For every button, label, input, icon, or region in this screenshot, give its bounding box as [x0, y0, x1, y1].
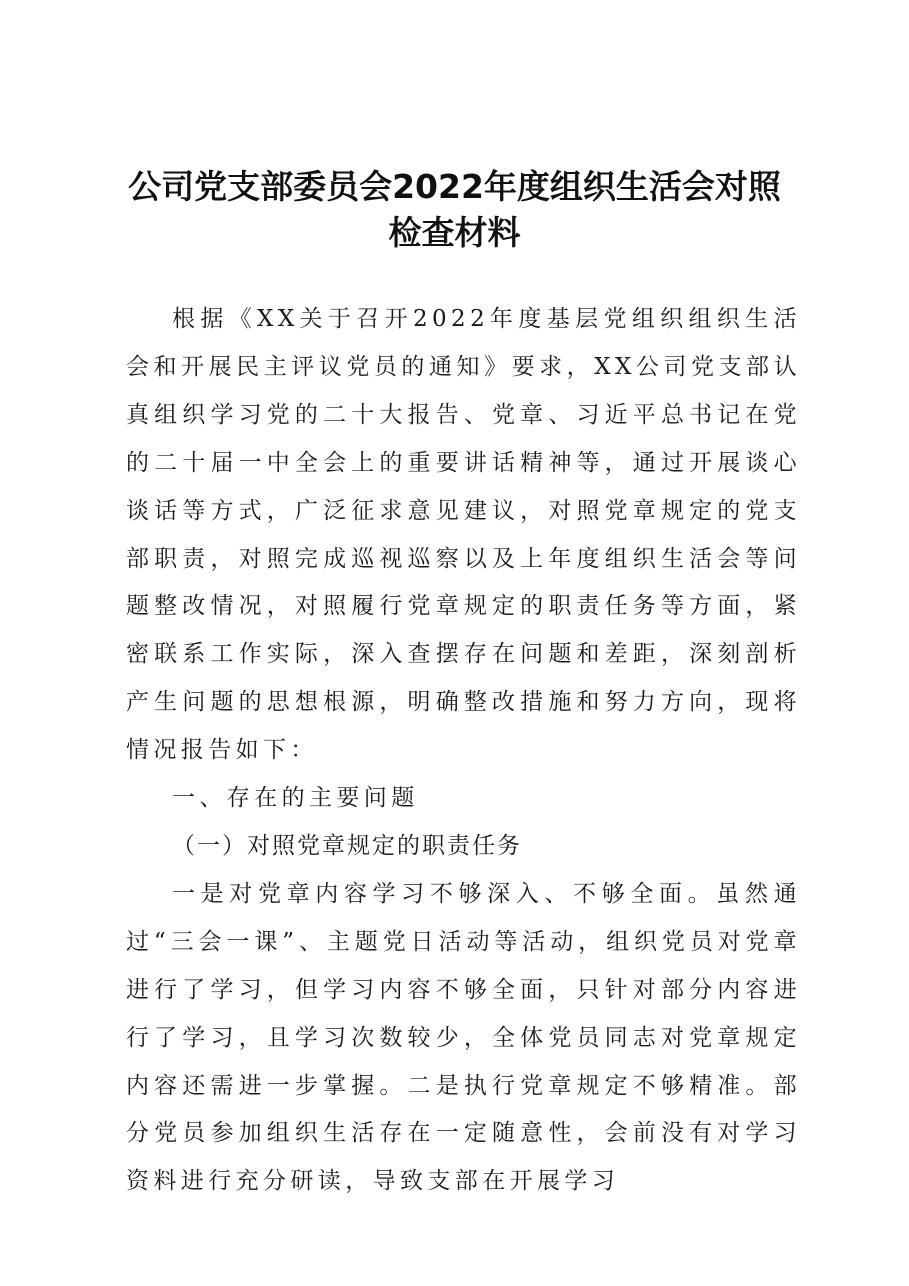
- title-line-1: 公司党支部委员会2022年度组织生活会对照: [128, 167, 781, 206]
- subsection-heading: （一）对照党章规定的职责任务: [172, 832, 522, 859]
- intro-paragraph: 根据《XX关于召开2022年度基层党组织组织生活会和开展民主评议党员的通知》要求，XX公司党支部认真组织学习党的二十大报告、党章、习近平总书记在党的二十届一中全会上的重要讲话精神等，通过开展谈心谈话等方式，广泛征求意见建议，对照党章规定的党支部职责，对照完成巡视巡察以及上年度组织生活会等问题整改情况，对照履行党章规定的职责任务等方面，紧密联系工作实际，深入查摆存在问题和差距，深刻剖析产生问题的思想根源，明确整改措施和努力方向，现将情况报告如下：: [126, 306, 801, 764]
- document-title: [110, 164, 799, 256]
- document-body: [126, 296, 801, 1206]
- title-line-2: 检查材料: [388, 213, 521, 252]
- subsection-paragraph: 一是对党章内容学习不够深入、不够全面。虽然通过“三会一课”、主题党日活动等活动，组织党员对党章进行了学习，但学习内容不够全面，只针对部分内容进行了学习，且学习次数较少，全体党员同志对党章规定内容还需进一步掌握。二是执行党章规定不够精准。部分党员参加组织生活存在一定随意性，会前没有对学习资料进行充分研读，导致支部在开展学习: [126, 880, 801, 1195]
- section-heading: 一、存在的主要问题: [172, 785, 419, 812]
